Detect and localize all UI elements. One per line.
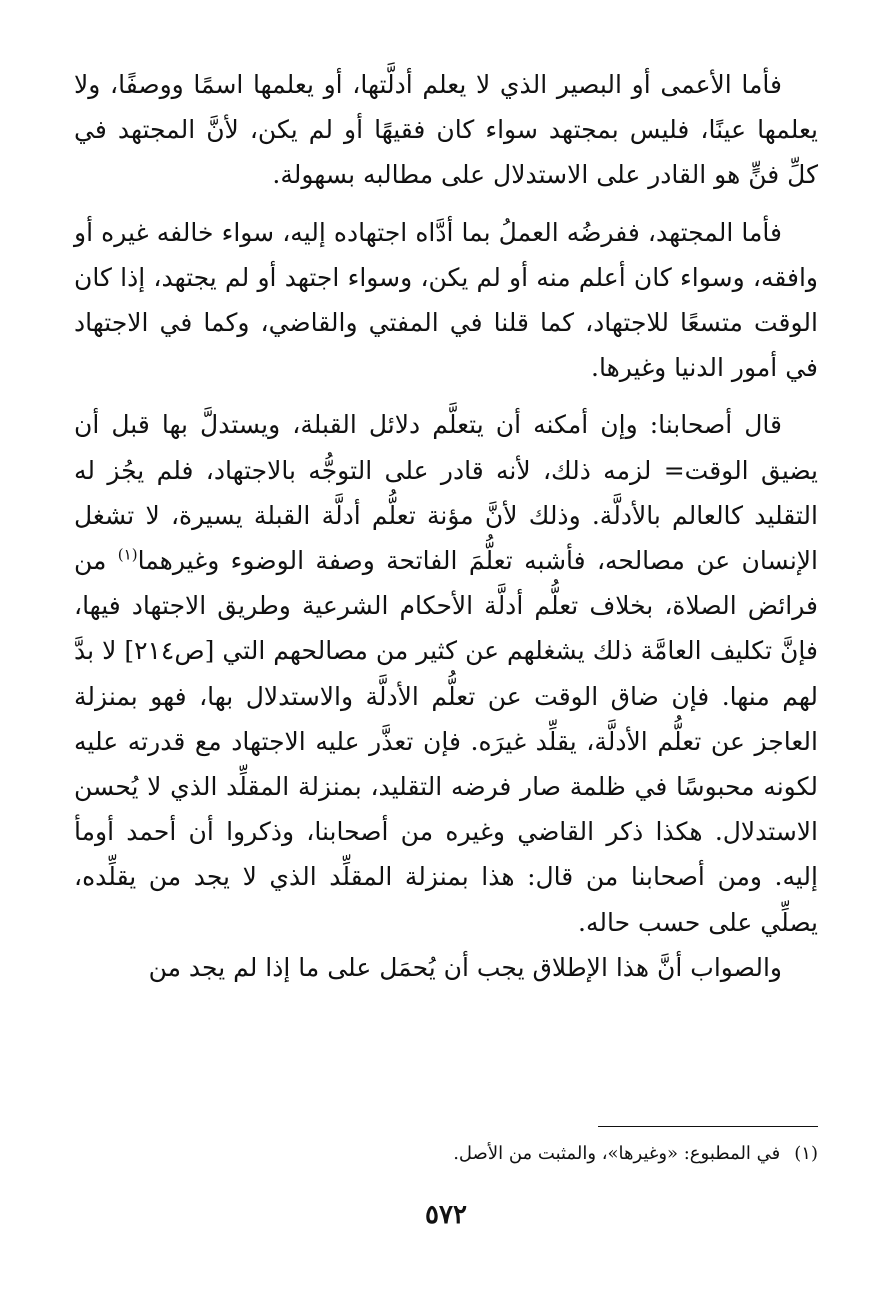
paragraph-4: والصواب أنَّ هذا الإطلاق يجب أن يُحمَل على ما إذا لم يجد من (148, 952, 782, 982)
footnote-number: (١) (794, 1143, 818, 1164)
paragraph-2: فأما المجتهد، ففرضُه العملُ بما أدَّاه اجتهاده إليه، سواء خالفه غيره أو وافقه، وسواء كان أعلم منه أو لم يكن، وسواء اجتهد أو لم يجتهد، إذا كان الوقت متسعًا للاجتهاد، كما قلنا في المفتي والقاضي، وكما في الاجتهاد في أمور الدنيا وغيرها. (74, 217, 818, 383)
page-number: ٥٧٢ (425, 1200, 467, 1230)
paragraph-1: فأما الأعمى أو البصير الذي لا يعلم أدلَّتها، أو يعلمها اسمًا ووصفًا، ولا يعلمها عينًا، فليس بمجتهد سواء كان فقيهًا أو لم يكن، لأنَّ المجتهد في كلِّ فنٍّ هو القادر على الاستدلال على مطالبه بسهولة. (74, 70, 818, 190)
paragraph-3-text-before: قال أصحابنا: وإن أمكنه أن يتعلَّم دلائل القبلة، ويستدلَّ بها قبل أن يضيق الوقت= لزمه ذلك، لأنه قادر على التوجُّه بالاجتهاد، فلم يجُز له التقليد كالعالم بالأدلَّة. وذلك لأنَّ مؤنة تعلُّم أدلَّة القبلة يسيرة، لا تشغل الإنسان عن مصالحه، فأشبه تعلُّمَ الفاتحة وصفة الوضوء وغيرهما (74, 410, 818, 576)
footnote-text: في المطبوع: «وغيرها»، والمثبت من الأصل. (453, 1143, 781, 1164)
page-body (74, 62, 818, 990)
paragraph-3-text-after: من فرائض الصلاة، بخلاف تعلُّم أدلَّة الأحكام الشرعية وطريق الاجتهاد فيها، فإنَّ تكليف العامَّة ذلك يشغلهم عن كثير من مصالحهم التي [ص٢١٤] لا بدَّ لهم منها. فإن ضاق الوقت عن تعلُّم الأدلَّة والاستدلال بها، فهو بمنزلة العاجز عن تعلُّم الأدلَّة، يقلِّد غيرَه. فإن تعذَّر عليه الاجتهاد مع قدرته عليه لكونه محبوسًا في ظلمة صار فرضه التقليد، بمنزلة المقلِّد الذي لا يُحسن الاستدلال. هكذا ذكر القاضي وغيره من أصحابنا، وذكروا أن أحمد أومأ إليه. ومن أصحابنا من قال: هذا بمنزلة المقلِّد الذي لا يجد من يقلِّده، يصلِّي على حسب حاله. (74, 546, 818, 937)
footnote-reference: (١) (117, 545, 138, 564)
footnote-separator (598, 1126, 818, 1127)
footnote (74, 1140, 818, 1168)
paragraph-3 (74, 402, 818, 944)
